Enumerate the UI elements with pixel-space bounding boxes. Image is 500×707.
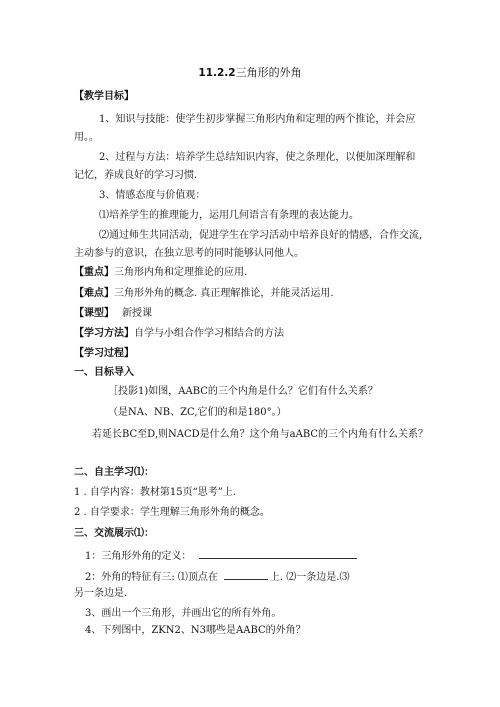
objective-1-line-2: 用。。: [74, 132, 99, 143]
learning-method: [74, 327, 284, 340]
section-2-heading: 二、自主学习⑴：: [74, 467, 154, 478]
difficulty-label: 【难点】: [74, 288, 114, 299]
objective-3-sub-2-line-1: ⑵通过师生共同活动，促进学生在学习活动中培养良好的情感，合作交流,: [99, 230, 423, 241]
difficulty: [74, 287, 334, 300]
objective-2-line-1: 2、过程与方法：培养学生总结知识内容，使之条理化，以便加深理解和: [99, 152, 416, 163]
question-2-text-part-1: 2：外角的特征有三: ⑴顶点在: [85, 572, 218, 583]
process-heading: 【学习过程】: [74, 348, 134, 359]
section-3-question-4: 4、下列图中，ZKN2、N3哪些是AABC的外角？: [85, 625, 306, 636]
lesson-title: [0, 66, 500, 80]
section-1-line-2: （是NA、NB、ZC,它们的和是180°。）: [108, 407, 287, 418]
objective-3-sub-2-line-2: 主动参与的意识，在独立思考的同时能够认同他人。: [74, 248, 304, 259]
section-3-question-2-line-2: 另一条边是.: [74, 588, 128, 599]
section-3-question-1: [85, 548, 357, 563]
question-1-text: 1：三角形外角的定义：: [85, 551, 192, 562]
learning-method-text: 自学与小组合作学习相结合的方法: [134, 328, 284, 339]
objectives-heading: 【教学目标】: [74, 91, 134, 102]
section-1-line-1: ［投影1)如图，AABC的三个内角是什么？它们有什么关系？: [108, 386, 378, 397]
objective-1-line-1: 1、知识与技能：使学生初步掌握三角形内角和定理的两个推论，并会应: [99, 114, 416, 125]
key-point: [74, 266, 247, 279]
objective-3: 3、情感态度与价值观：: [99, 190, 206, 201]
difficulty-text: 三角形外角的概念. 真正理解推论，并能灵活运用.: [114, 288, 334, 299]
section-1-line-3: 若延长BC至D,则NACD是什么角？这个角与aABC的三个内角有什么关系？: [92, 429, 429, 440]
section-2-item-2: 2 . 自学要求：学生理解三角形外角的概念。: [74, 507, 270, 518]
question-2-text-part-2: 上. ⑵一条边是.⑶: [269, 572, 350, 583]
learning-method-label: 【学习方法】: [74, 328, 134, 339]
lesson-type: [74, 307, 152, 320]
section-3-question-2: [85, 569, 349, 584]
lesson-title-text: 三角形的外角: [235, 66, 302, 79]
section-2-item-1: 1 . 自学内容：教材第15页“思考”上.: [74, 487, 237, 498]
section-3-question-3: 3、画出一个三角形，并画出它的所有外角。: [85, 608, 282, 619]
key-point-label: 【重点】: [74, 267, 114, 278]
lesson-type-text: 新授课: [122, 308, 152, 319]
objective-3-sub-1: ⑴培养学生的推理能力，运用几何语言有条理的表达能力。: [99, 210, 359, 221]
section-3-heading: 三、交流展示⑴：: [74, 528, 154, 539]
vertex-blank[interactable]: [224, 569, 268, 580]
definition-blank[interactable]: [199, 548, 357, 559]
objective-2-line-2: 记忆，养成良好的学习习惯.: [74, 170, 198, 181]
lesson-type-label: 【课型】: [74, 308, 114, 319]
key-point-text: 三角形内角和定理推论的应用.: [114, 267, 248, 278]
section-1-heading: 一、目标导入: [74, 367, 134, 378]
lesson-number: 11.2.2: [198, 67, 236, 79]
